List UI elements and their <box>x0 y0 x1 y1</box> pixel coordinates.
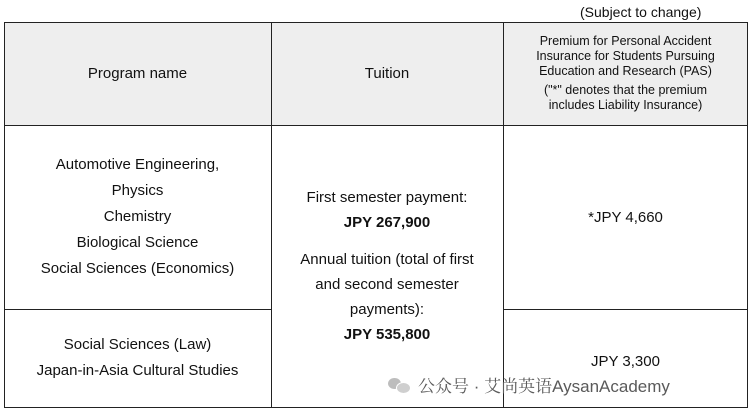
header-program-label: Program name <box>87 65 188 82</box>
annual-tuition-label-line: and second semester <box>315 276 459 293</box>
premium-note-line: includes Liability Insurance) <box>548 98 703 112</box>
program-name: Automotive Engineering, <box>55 156 220 173</box>
header-premium <box>503 22 748 125</box>
program-list-row-2 <box>4 309 271 407</box>
premium-row-2 <box>503 309 748 413</box>
program-name: Japan-in-Asia Cultural Studies <box>36 362 239 379</box>
program-name: Social Sciences (Law) <box>63 336 212 353</box>
premium-amount: JPY 3,300 <box>591 352 660 370</box>
header-tuition <box>271 22 503 125</box>
annual-tuition-label-line: Annual tuition (total of first <box>300 251 474 268</box>
tuition-table <box>4 22 748 408</box>
program-list-row-1 <box>4 125 271 309</box>
premium-header-line: Education and Research (PAS) <box>539 64 712 78</box>
annual-tuition-amount: JPY 535,800 <box>343 326 431 343</box>
wechat-icon <box>388 377 410 393</box>
subject-to-change-note: (Subject to change) <box>580 4 702 20</box>
premium-row-1 <box>503 125 748 309</box>
premium-amount: *JPY 4,660 <box>588 208 663 226</box>
watermark <box>388 372 670 397</box>
program-name: Chemistry <box>103 208 172 225</box>
first-semester-amount: JPY 267,900 <box>343 214 431 231</box>
premium-header-line: Insurance for Students Pursuing <box>536 49 715 63</box>
annual-tuition-label-line: payments): <box>349 301 425 318</box>
premium-header-line: Premium for Personal Accident <box>539 34 712 48</box>
program-name: Biological Science <box>76 234 199 251</box>
first-semester-label: First semester payment: <box>306 189 468 206</box>
header-program-name <box>4 22 271 125</box>
tuition-cell <box>271 125 503 407</box>
premium-header-title <box>536 34 715 79</box>
program-name: Social Sciences (Economics) <box>40 260 235 277</box>
program-name: Physics <box>111 182 164 199</box>
watermark-text: 公众号 · 艾尚英语AysanAcademy <box>418 377 670 396</box>
header-tuition-label: Tuition <box>364 65 410 82</box>
premium-header-note <box>544 83 707 113</box>
premium-note-line: ("*" denotes that the premium <box>543 83 708 97</box>
